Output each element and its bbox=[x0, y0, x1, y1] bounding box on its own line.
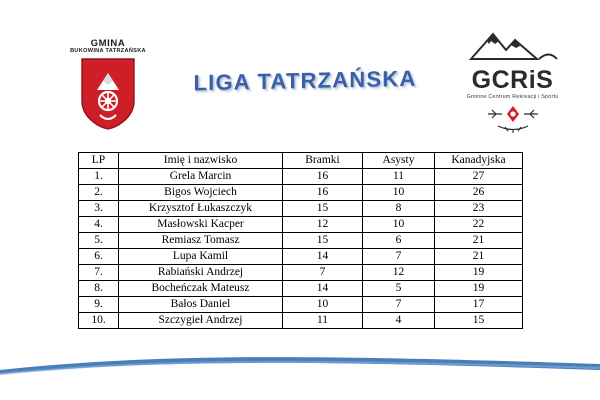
column-header-name: Imię i nazwisko bbox=[119, 153, 283, 169]
cell-assists: 8 bbox=[363, 201, 435, 217]
cell-points: 21 bbox=[435, 249, 523, 265]
table-row bbox=[79, 201, 523, 217]
folk-ornament-icon bbox=[478, 103, 548, 133]
cell-lp: 5. bbox=[79, 233, 119, 249]
cell-name: Krzysztof Łukaszczyk bbox=[119, 201, 283, 217]
table-row bbox=[79, 297, 523, 313]
cell-points: 27 bbox=[435, 169, 523, 185]
cell-name: Szczygieł Andrzej bbox=[119, 313, 283, 329]
cell-goals: 16 bbox=[283, 169, 363, 185]
cell-points: 17 bbox=[435, 297, 523, 313]
cell-goals: 11 bbox=[283, 313, 363, 329]
cell-name: Rabiański Andrzej bbox=[119, 265, 283, 281]
table-row bbox=[79, 265, 523, 281]
gmina-logo-line1: GMINA bbox=[90, 38, 126, 49]
table-row bbox=[79, 169, 523, 185]
cell-assists: 10 bbox=[363, 217, 435, 233]
cell-assists: 4 bbox=[363, 313, 435, 329]
table-row bbox=[79, 185, 523, 201]
page-title: LIGA TATRZAŃSKA bbox=[193, 65, 417, 96]
cell-goals: 14 bbox=[283, 249, 363, 265]
cell-name: Grela Marcin bbox=[119, 169, 283, 185]
cell-lp: 2. bbox=[79, 185, 119, 201]
cell-goals: 15 bbox=[283, 201, 363, 217]
table-row bbox=[79, 217, 523, 233]
cell-goals: 7 bbox=[283, 265, 363, 281]
cell-assists: 11 bbox=[363, 169, 435, 185]
cell-points: 23 bbox=[435, 201, 523, 217]
cell-goals: 12 bbox=[283, 217, 363, 233]
column-header-assists: Asysty bbox=[363, 153, 435, 169]
cell-name: Bałos Daniel bbox=[119, 297, 283, 313]
cell-goals: 14 bbox=[283, 281, 363, 297]
cell-assists: 7 bbox=[363, 297, 435, 313]
gmina-logo-text bbox=[48, 36, 168, 55]
cell-lp: 9. bbox=[79, 297, 119, 313]
cell-assists: 6 bbox=[363, 233, 435, 249]
cell-name: Bigos Wojciech bbox=[119, 185, 283, 201]
table-row bbox=[79, 249, 523, 265]
column-header-lp: LP bbox=[79, 153, 119, 169]
cell-lp: 10. bbox=[79, 313, 119, 329]
cell-points: 21 bbox=[435, 233, 523, 249]
cell-lp: 8. bbox=[79, 281, 119, 297]
document-header bbox=[0, 0, 600, 140]
coat-of-arms-shield-icon bbox=[78, 57, 138, 131]
cell-lp: 7. bbox=[79, 265, 119, 281]
cell-points: 26 bbox=[435, 185, 523, 201]
cell-lp: 6. bbox=[79, 249, 119, 265]
standings-table-container bbox=[78, 152, 522, 329]
cell-lp: 3. bbox=[79, 201, 119, 217]
gmina-logo-line2: BUKOWINA TATRZAŃSKA bbox=[70, 47, 146, 54]
gcris-logo bbox=[450, 28, 575, 133]
gmina-logo bbox=[48, 36, 168, 134]
cell-goals: 10 bbox=[283, 297, 363, 313]
cell-name: Lupa Kamil bbox=[119, 249, 283, 265]
column-header-points: Kanadyjska bbox=[435, 153, 523, 169]
cell-name: Remiasz Tomasz bbox=[119, 233, 283, 249]
column-header-goals: Bramki bbox=[283, 153, 363, 169]
cell-points: 22 bbox=[435, 217, 523, 233]
gcris-wordmark: GCRiS bbox=[471, 66, 554, 94]
table-header-row bbox=[79, 153, 523, 169]
table-row bbox=[79, 281, 523, 297]
cell-assists: 5 bbox=[363, 281, 435, 297]
cell-assists: 10 bbox=[363, 185, 435, 201]
cell-points: 15 bbox=[435, 313, 523, 329]
cell-goals: 15 bbox=[283, 233, 363, 249]
decorative-ribbon bbox=[0, 352, 600, 376]
cell-name: Masłowski Kacper bbox=[119, 217, 283, 233]
cell-points: 19 bbox=[435, 281, 523, 297]
cell-goals: 16 bbox=[283, 185, 363, 201]
cell-lp: 1. bbox=[79, 169, 119, 185]
cell-name: Bocheńczak Mateusz bbox=[119, 281, 283, 297]
cell-points: 19 bbox=[435, 265, 523, 281]
mountain-peaks-icon bbox=[465, 28, 561, 62]
cell-assists: 12 bbox=[363, 265, 435, 281]
gcris-subtitle: Gminne Centrum Rekreacji i Sportu bbox=[466, 94, 559, 100]
standings-table bbox=[78, 152, 523, 329]
cell-assists: 7 bbox=[363, 249, 435, 265]
table-row bbox=[79, 233, 523, 249]
table-row bbox=[79, 313, 523, 329]
cell-lp: 4. bbox=[79, 217, 119, 233]
